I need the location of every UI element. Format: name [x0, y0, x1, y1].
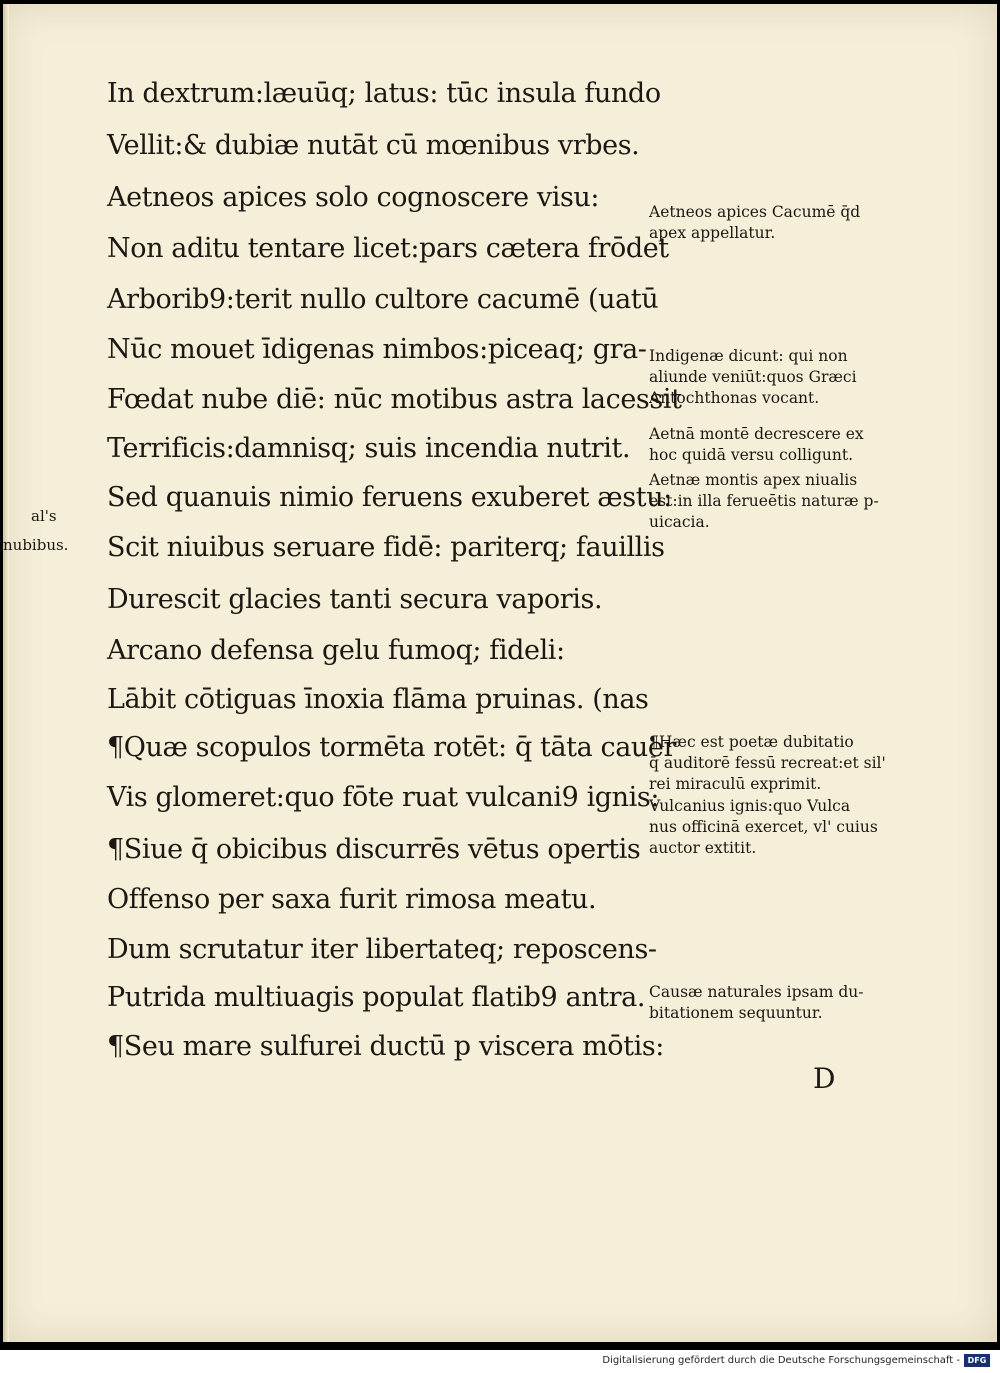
marginal-gloss [649, 732, 886, 795]
gloss-line: Vulcanius ignis:quo Vulca [649, 797, 851, 815]
gloss-line: nus officinā exercet, vl' cuius [649, 818, 878, 836]
side-note-line: al's [31, 507, 57, 525]
gloss-line: aliunde veniūt:quos Græci [649, 368, 857, 386]
verse-line: Scit niuibus seruare fidē: pariterq; fauillis [107, 532, 665, 563]
side-note-line: nubibus. [3, 536, 69, 554]
gloss-line: Aetnæ montis apex niualis [649, 471, 858, 489]
gloss-line: est:in illa ferueētis naturæ p- [649, 492, 879, 510]
marginal-gloss [649, 424, 864, 466]
gloss-line: Aetnā montē decrescere ex [649, 425, 864, 443]
marginal-gloss [649, 470, 879, 533]
marginal-gloss [649, 796, 878, 859]
verse-line: Durescit glacies tanti secura vaporis. [107, 584, 603, 615]
verse-line: Lābit cōtiguas īnoxia flāma pruinas. (nas [107, 684, 649, 715]
gloss-line: Aetneos apices Cacumē q̄d [649, 203, 861, 221]
verse-line: Nūc mouet īdigenas nimbos:piceaq; gra- [107, 334, 647, 365]
verse-line: Dum scrutatur iter libertateq; reposcens- [107, 934, 657, 965]
verse-line: ¶Quæ scopulos tormēta rotēt: q̄ tāta cauer [107, 732, 676, 763]
book-page [3, 4, 997, 1342]
gloss-line: hoc quidā versu colligunt. [649, 446, 854, 464]
gloss-line: bitationem sequuntur. [649, 1004, 823, 1022]
verse-line: ¶Seu mare sulfurei ductū p viscera mōtis: [107, 1031, 664, 1062]
verse-line: Arcano defensa gelu fumoq; fideli: [107, 635, 565, 666]
footer-bar [0, 1350, 1000, 1373]
verse-line: Putrida multiuagis populat flatib9 antra. [107, 982, 646, 1013]
verse-line: Aetneos apices solo cognoscere visu: [107, 182, 600, 213]
marginal-gloss [649, 982, 863, 1024]
gloss-line: Antochthonas vocant. [649, 389, 820, 407]
verse-line: Terrificis:damnisq; suis incendia nutrit. [107, 433, 631, 464]
verse-line: Arborib9:terit nullo cultore cacumē (uatū [107, 284, 659, 315]
gloss-line: Causæ naturales ipsam du- [649, 983, 864, 1001]
gloss-line: Indigenæ dicunt: qui non [649, 347, 848, 365]
dfg-logo: DFG [964, 1354, 990, 1367]
gloss-line: q̄ auditorē fessū recreat:et sil' [649, 754, 886, 772]
funding-notice: Digitalisierung gefördert durch die Deutsche Forschungsgemeinschaft - [602, 1355, 960, 1366]
marginal-gloss [649, 202, 860, 244]
signature-mark: D [813, 1062, 836, 1095]
gloss-line: rei miraculū exprimit. [649, 775, 822, 793]
verse-line: ¶Siue q̄ obicibus discurrēs vētus opertis [107, 834, 641, 865]
gloss-line: auctor extitit. [649, 839, 757, 857]
gutter-shadow [3, 4, 9, 1342]
verse-line: Vellit:& dubiæ nutāt cū mœnibus vrbes. [107, 130, 640, 161]
verse-line: Sed quanuis nimio feruens exuberet æstu: [107, 482, 672, 513]
verse-line: Vis glomeret:quo fōte ruat vulcani9 ignis: [107, 782, 660, 813]
verse-line: Offenso per saxa furit rimosa meatu. [107, 884, 597, 915]
marginal-gloss [649, 346, 857, 409]
verse-line: Fœdat nube diē: nūc motibus astra lacessit [107, 384, 682, 415]
verse-line: Non aditu tentare licet:pars cætera frōdet [107, 233, 669, 264]
verse-line: In dextrum:læuūq; latus: tūc insula fundo [107, 78, 661, 109]
gloss-line: ¶Hæc est poetæ dubitatio [649, 733, 854, 751]
gloss-line: uicacia. [649, 513, 710, 531]
gloss-line: apex appellatur. [649, 224, 776, 242]
